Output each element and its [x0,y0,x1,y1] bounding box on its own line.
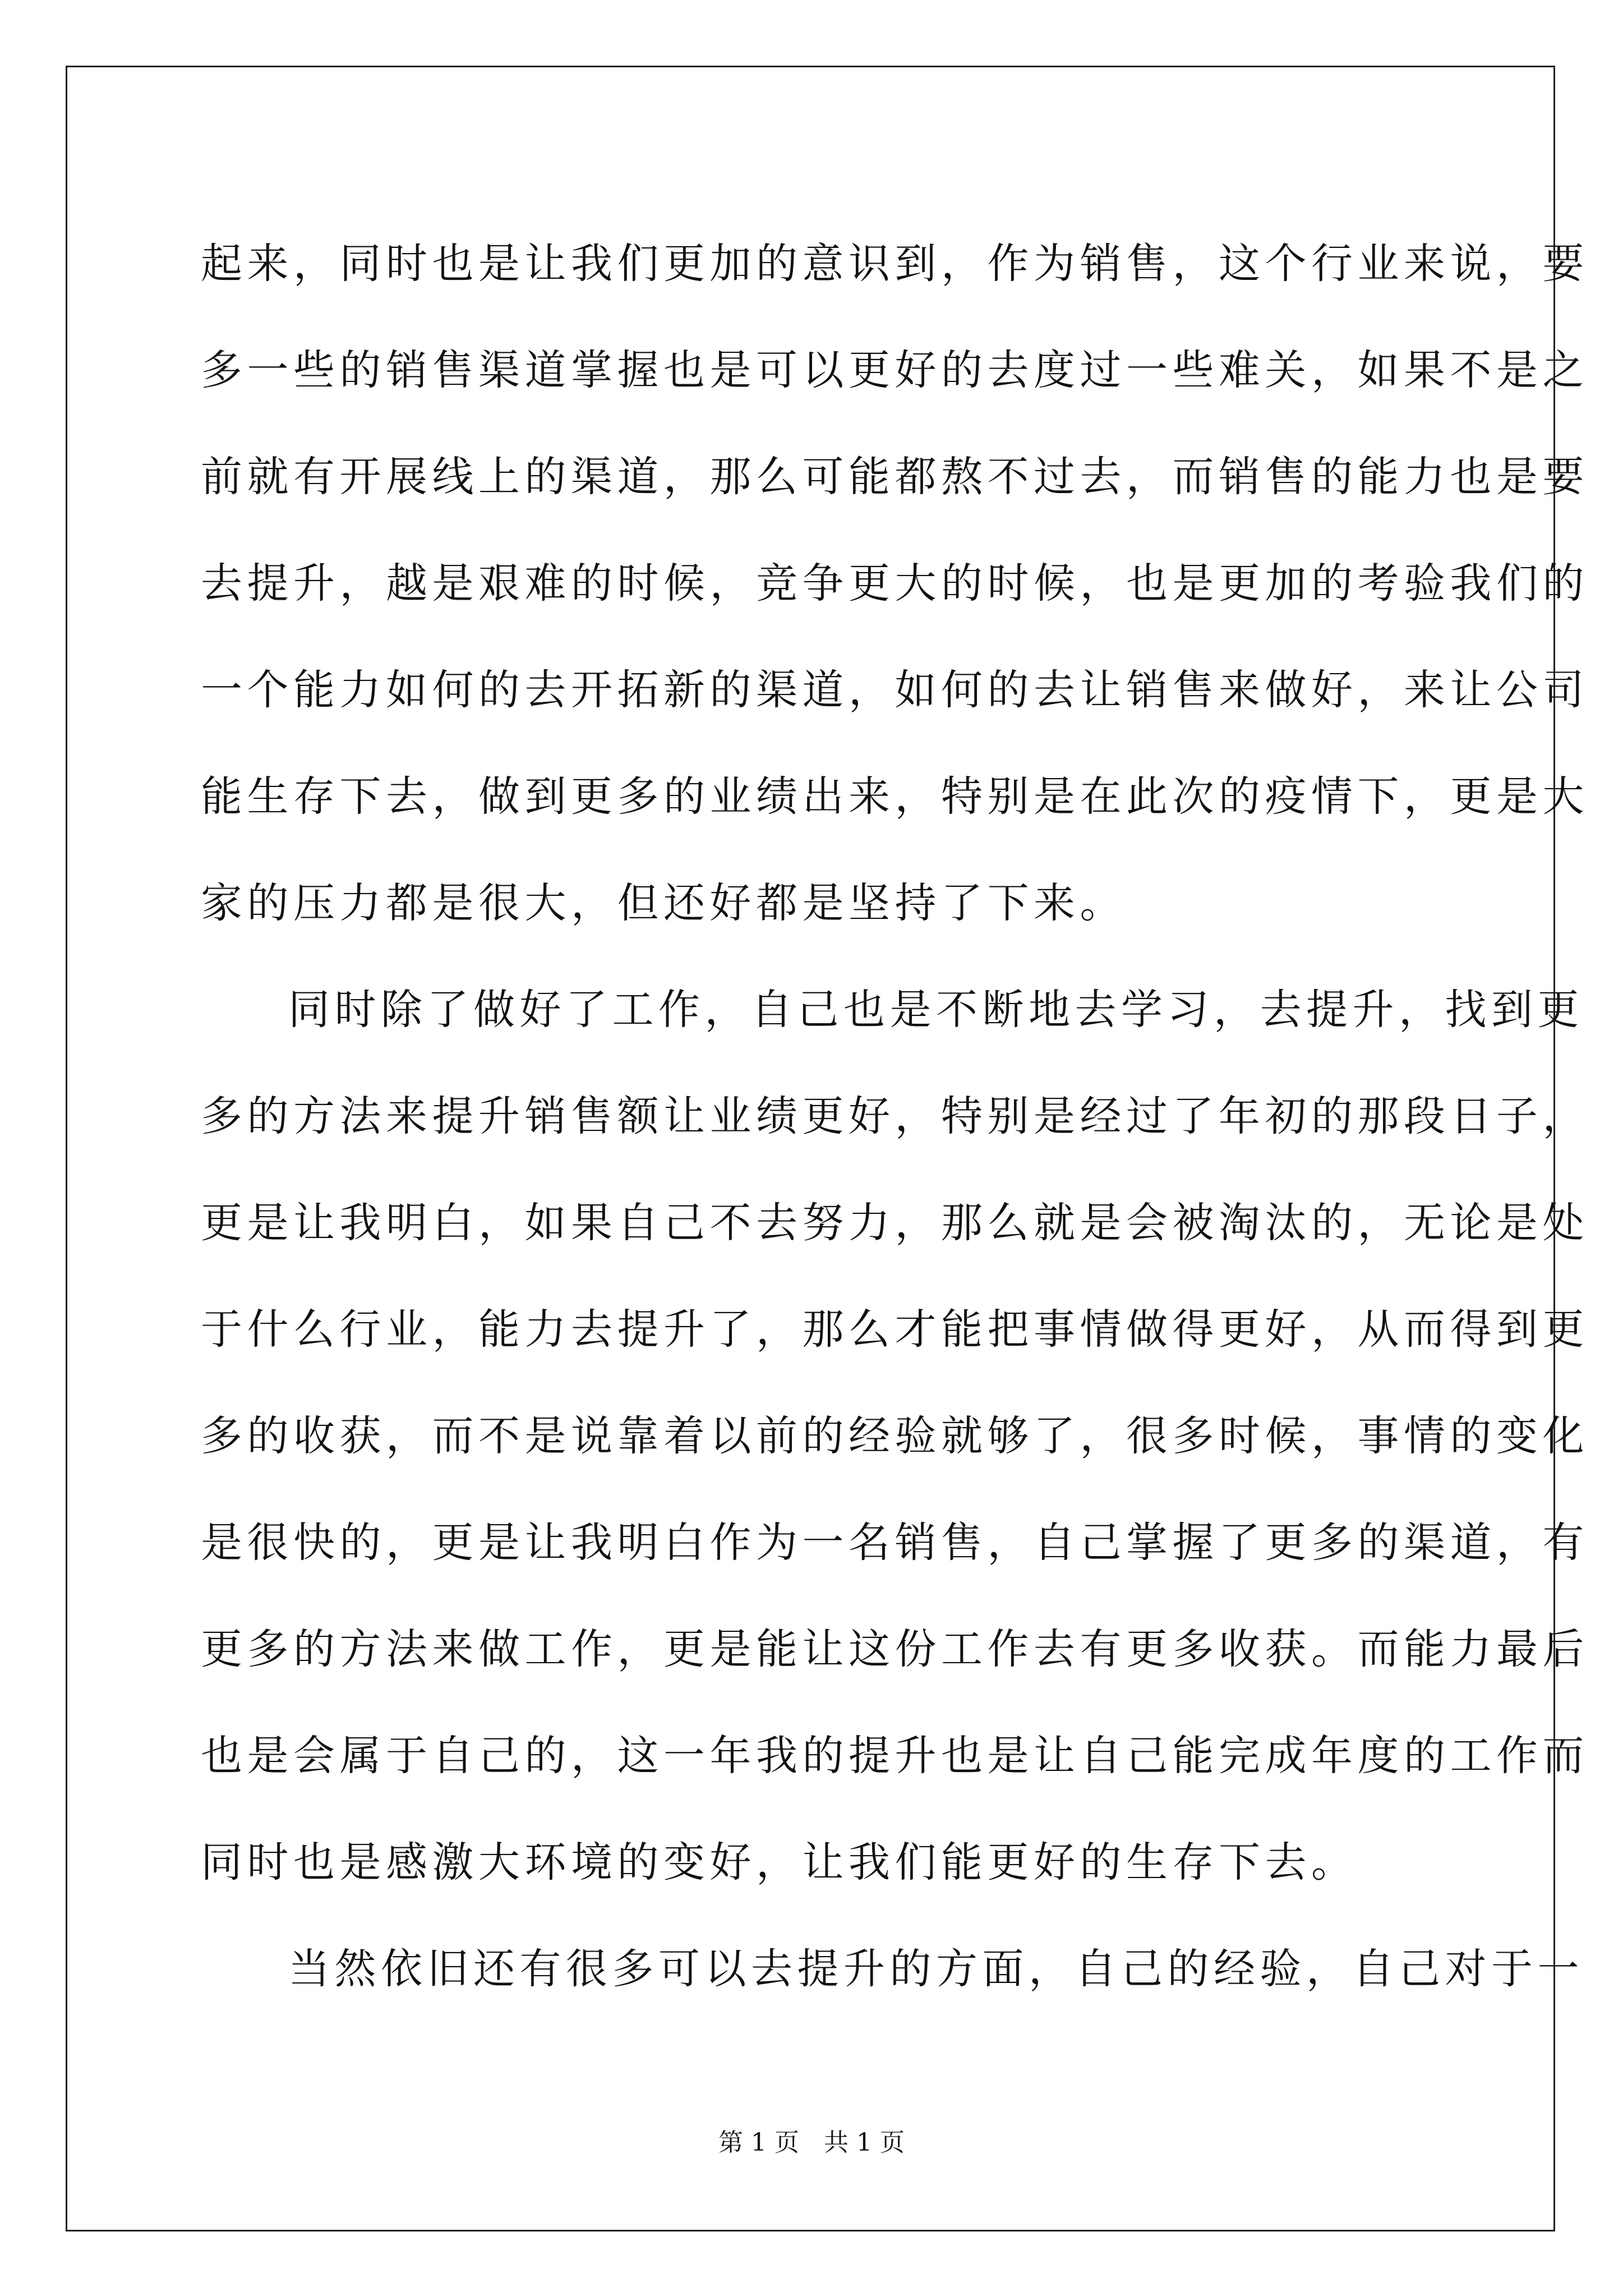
text-line: 同时也是感激大环境的变好，让我们能更好的生存下去。 [201,1838,1358,1887]
text-line: 前就有开展线上的渠道，那么可能都熬不过去，而销售的能力也是要 [201,453,1589,501]
text-line: 一个能力如何的去开拓新的渠道，如何的去让销售来做好，来让公司 [201,666,1589,714]
document-body [201,210,1589,2022]
text-line: 更是让我明白，如果自己不去努力，那么就是会被淘汰的，无论是处 [201,1199,1589,1247]
text-line: 家的压力都是很大，但还好都是坚持了下来。 [201,879,1126,927]
paragraph-start-line: 当然依旧还有很多可以去提升的方面，自己的经验，自己对于一 [288,1945,1584,1993]
paragraph-start-line: 同时除了做好了工作，自己也是不断地去学习，去提升，找到更 [288,986,1584,1034]
text-line: 去提升，越是艰难的时候，竞争更大的时候，也是更加的考验我们的 [201,559,1589,608]
text-line: 多的收获，而不是说靠着以前的经验就够了，很多时候，事情的变化 [201,1412,1589,1460]
text-line: 多的方法来提升销售额让业绩更好，特别是经过了年初的那段日子， [201,1092,1589,1140]
text-line: 更多的方法来做工作，更是能让这份工作去有更多收获。而能力最后 [201,1625,1589,1673]
text-line: 也是会属于自己的，这一年我的提升也是让自己能完成年度的工作而 [201,1732,1589,1780]
text-line: 起来，同时也是让我们更加的意识到，作为销售，这个行业来说，要 [201,240,1589,288]
text-line: 是很快的，更是让我明白作为一名销售，自己掌握了更多的渠道，有 [201,1519,1589,1567]
page-number-footer: 第 1 页 共 1 页 [718,2128,905,2157]
text-line: 于什么行业，能力去提升了，那么才能把事情做得更好，从而得到更 [201,1305,1589,1354]
text-line: 能生存下去，做到更多的业绩出来，特别是在此次的疫情下，更是大 [201,772,1589,821]
text-line: 多一些的销售渠道掌握也是可以更好的去度过一些难关，如果不是之 [201,346,1589,394]
